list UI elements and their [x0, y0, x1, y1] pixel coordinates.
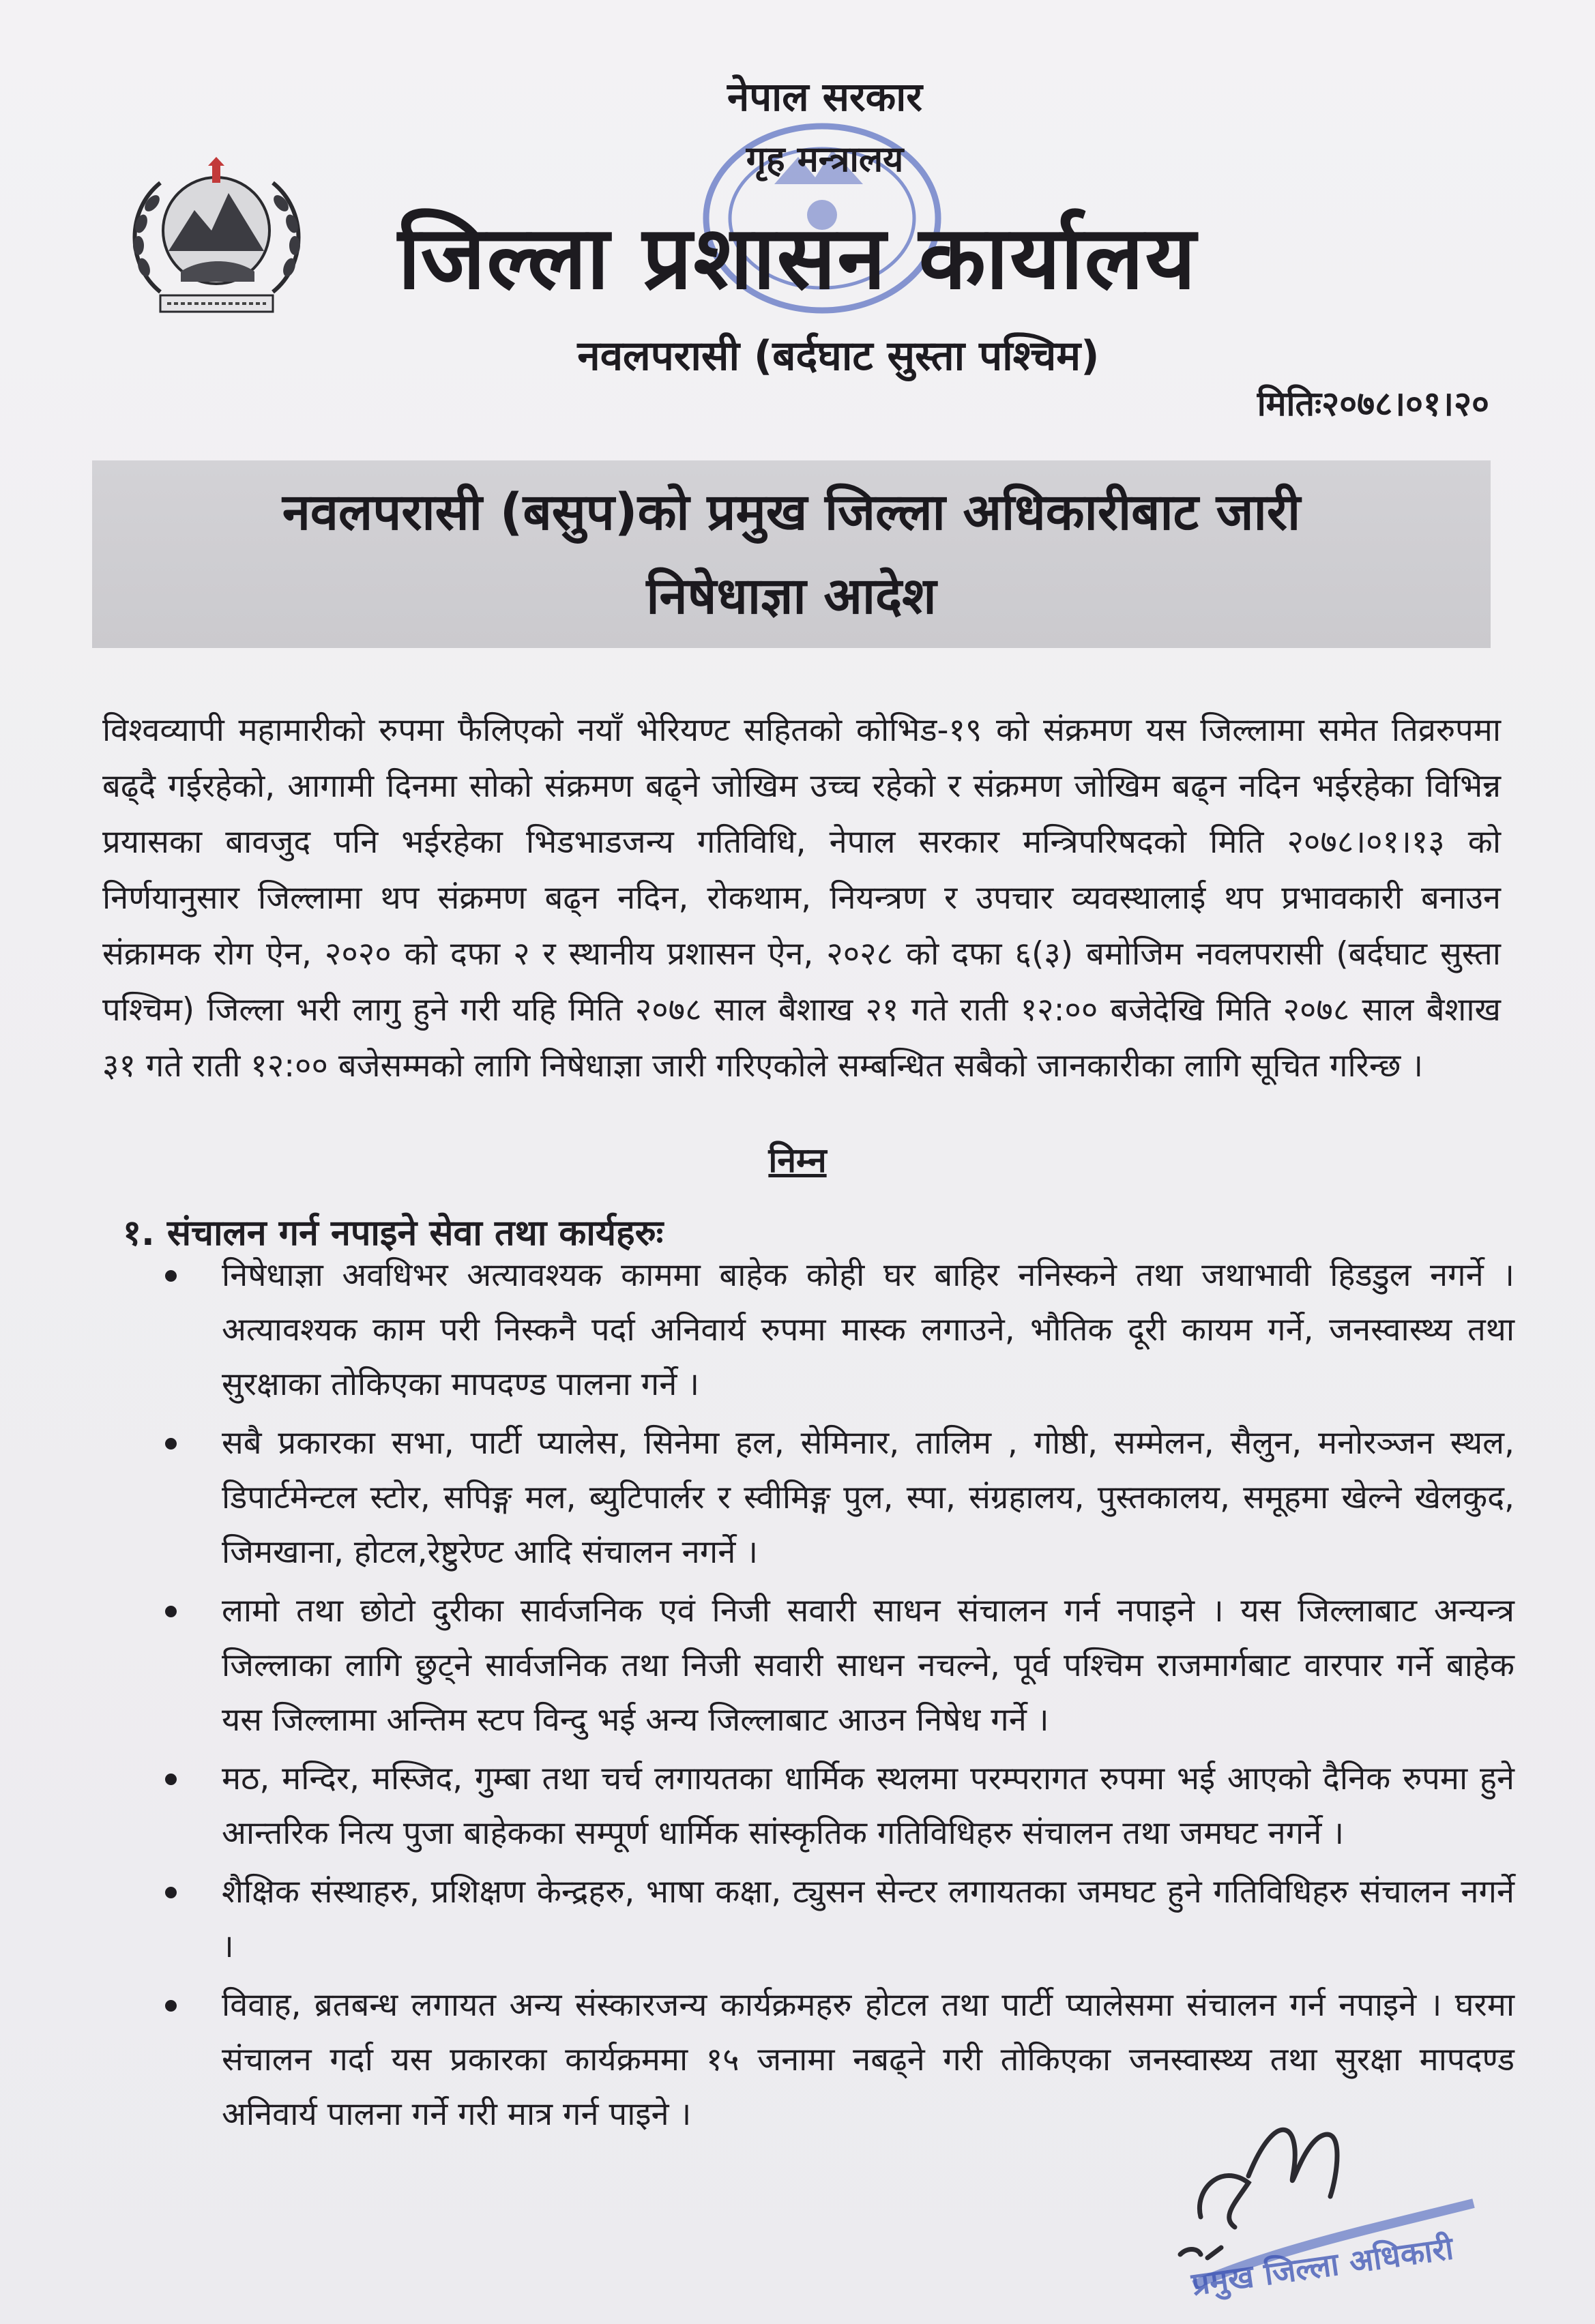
- point-1-title: १. संचालन गर्न नपाइने सेवा तथा कार्यहरुः: [123, 1213, 664, 1254]
- issue-date: मितिः२०७८।०१।२०: [1257, 384, 1489, 424]
- section-heading: निम्न: [768, 1141, 827, 1180]
- list-item-text: लामो तथा छोटो दुरीका सार्वजनिक एवं निजी सवारी साधन संचालन गर्न नपाइने । यस जिल्लाबाट अन्यन्त्र जिल्लाका लागि छुट्ने सार्वजनिक तथा निजी सवारी साधन नचल्ने, पूर्व पश्चिम राजमार्गबाट वारपार गर्ने बाहेक यस जिल्लामा अन्तिम स्टप विन्दु भई अन्य जिल्लाबाट आउन निषेध गर्ने ।: [222, 1592, 1514, 1739]
- bullet-icon: [165, 2000, 177, 2012]
- office-name: जिल्ला प्रशासन कार्यालय: [398, 207, 1197, 309]
- district-name: नवलपरासी (बर्दघाट सुस्ता पश्चिम): [577, 332, 1100, 380]
- bullet-icon: [165, 1887, 177, 1898]
- bullet-icon: [165, 1774, 177, 1785]
- government-name: नेपाल सरकार: [727, 74, 922, 120]
- signature-stamp-text: प्रमुख जिल्ला अधिकारी: [1189, 2229, 1456, 2303]
- notice-title-band: [92, 460, 1491, 648]
- notice-title-line-2: निषेधाज्ञा आदेश: [646, 567, 937, 626]
- bullet-icon: [165, 1270, 177, 1282]
- restriction-list: [157, 1248, 1514, 2146]
- intro-paragraph: विश्वव्यापी महामारीको रुपमा फैलिएको नयाँ भेरियण्ट सहितको कोभिड-१९ को संक्रमण यस जिल्लामा समेत तिव्ररुपमा बढ्दै गईरहेको, आगामी दिनमा सोको संक्रमण बढ्ने जोखिम उच्च रहेको र संक्रमण जोखिम बढ्न नदिन भईरहेका विभिन्न प्रयासका बावजुद पनि भईरहेका भिडभाडजन्य गतिविधि, नेपाल सरकार मन्त्रिपरिषदको मिति २०७८।०१।१३ को निर्णयानुसार जिल्लामा थप संक्रमण बढ्न नदिन, रोकथाम, नियन्त्रण र उपचार व्यवस्थालाई थप प्रभावकारी बनाउन संक्रामक रोग ऐन, २०२० को दफा २ र स्थानीय प्रशासन ऐन, २०२८ को दफा ६(३) बमोजिम नवलपरासी (बर्दघाट सुस्ता पश्चिम) जिल्ला भरी लागु हुने गरी यहि मिति २०७८ साल बैशाख २१ गते राती १२:०० बजेदेखि मिति २०७८ साल बैशाख ३१ गते राती १२:०० बजेसम्मको लागि निषेधाज्ञा जारी गरिएकोले सम्बन्धित सबैको जानकारीका लागि सूचित गरिन्छ ।: [102, 711, 1501, 1085]
- ministry-name: गृह मन्त्रालय: [746, 139, 904, 180]
- list-item-text: शैक्षिक संस्थाहरु, प्रशिक्षण केन्द्रहरु, भाषा कक्षा, ट्युसन सेन्टर लगायतका जमघट हुने गतिविधिहरु संचालन नगर्ने ।: [222, 1873, 1514, 1965]
- list-item-text: मठ, मन्दिर, मस्जिद, गुम्बा तथा चर्च लगायतका धार्मिक स्थलमा परम्परागत रुपमा भई आएको दैनिक रुपमा हुने आन्तरिक नित्य पुजा बाहेकका सम्पूर्ण धार्मिक सांस्कृतिक गतिविधिहरु संचालन तथा जमघट नगर्ने ।: [222, 1760, 1514, 1852]
- notice-title-line-1: नवलपरासी (बसुप)को प्रमुख जिल्ला अधिकारीबाट जारी: [282, 483, 1301, 542]
- list-item: [157, 1584, 1514, 1748]
- bullet-icon: [165, 1606, 177, 1617]
- list-item: [157, 1416, 1514, 1580]
- list-item: [157, 1248, 1514, 1412]
- list-item-text: विवाह, ब्रतबन्ध लगायत अन्य संस्कारजन्य कार्यक्रमहरु होटल तथा पार्टी प्यालेसमा संचालन गर्न नपाइने । घरमा संचालन गर्दा यस प्रकारका कार्यक्रममा १५ जनामा नबढ्ने गरी तोकिएका जनस्वास्थ्य तथा सुरक्षा मापदण्ड अनिवार्य पालना गर्ने गरी मात्र गर्न पाइने ।: [222, 1986, 1514, 2133]
- list-item: [157, 1865, 1514, 1974]
- bullet-icon: [165, 1438, 177, 1450]
- list-item-text: निषेधाज्ञा अवधिभर अत्यावश्यक काममा बाहेक कोही घर बाहिर ननिस्कने तथा जथाभावी हिडडुल नगर्ने । अत्यावश्यक काम परी निस्कनै पर्दा अनिवार्य रुपमा मास्क लगाउने, भौतिक दूरी कायम गर्ने, जनस्वास्थ्य तथा सुरक्षाका तोकिएका मापदण्ड पालना गर्ने ।: [222, 1256, 1514, 1403]
- list-item: [157, 1752, 1514, 1861]
- list-item-text: सबै प्रकारका सभा, पार्टी प्यालेस, सिनेमा हल, सेमिनार, तालिम , गोष्ठी, सम्मेलन, सैलुन, मनोरञ्जन स्थल, डिपार्टमेन्टल स्टोर, सपिङ्ग मल, ब्युटिपार्लर र स्वीमिङ्ग पुल, स्पा, संग्रहालय, पुस्तकालय, समूहमा खेल्ने खेलकुद, जिमखाना, होटल,रेष्टुरेण्ट आदि संचालन नगर्ने ।: [222, 1424, 1514, 1571]
